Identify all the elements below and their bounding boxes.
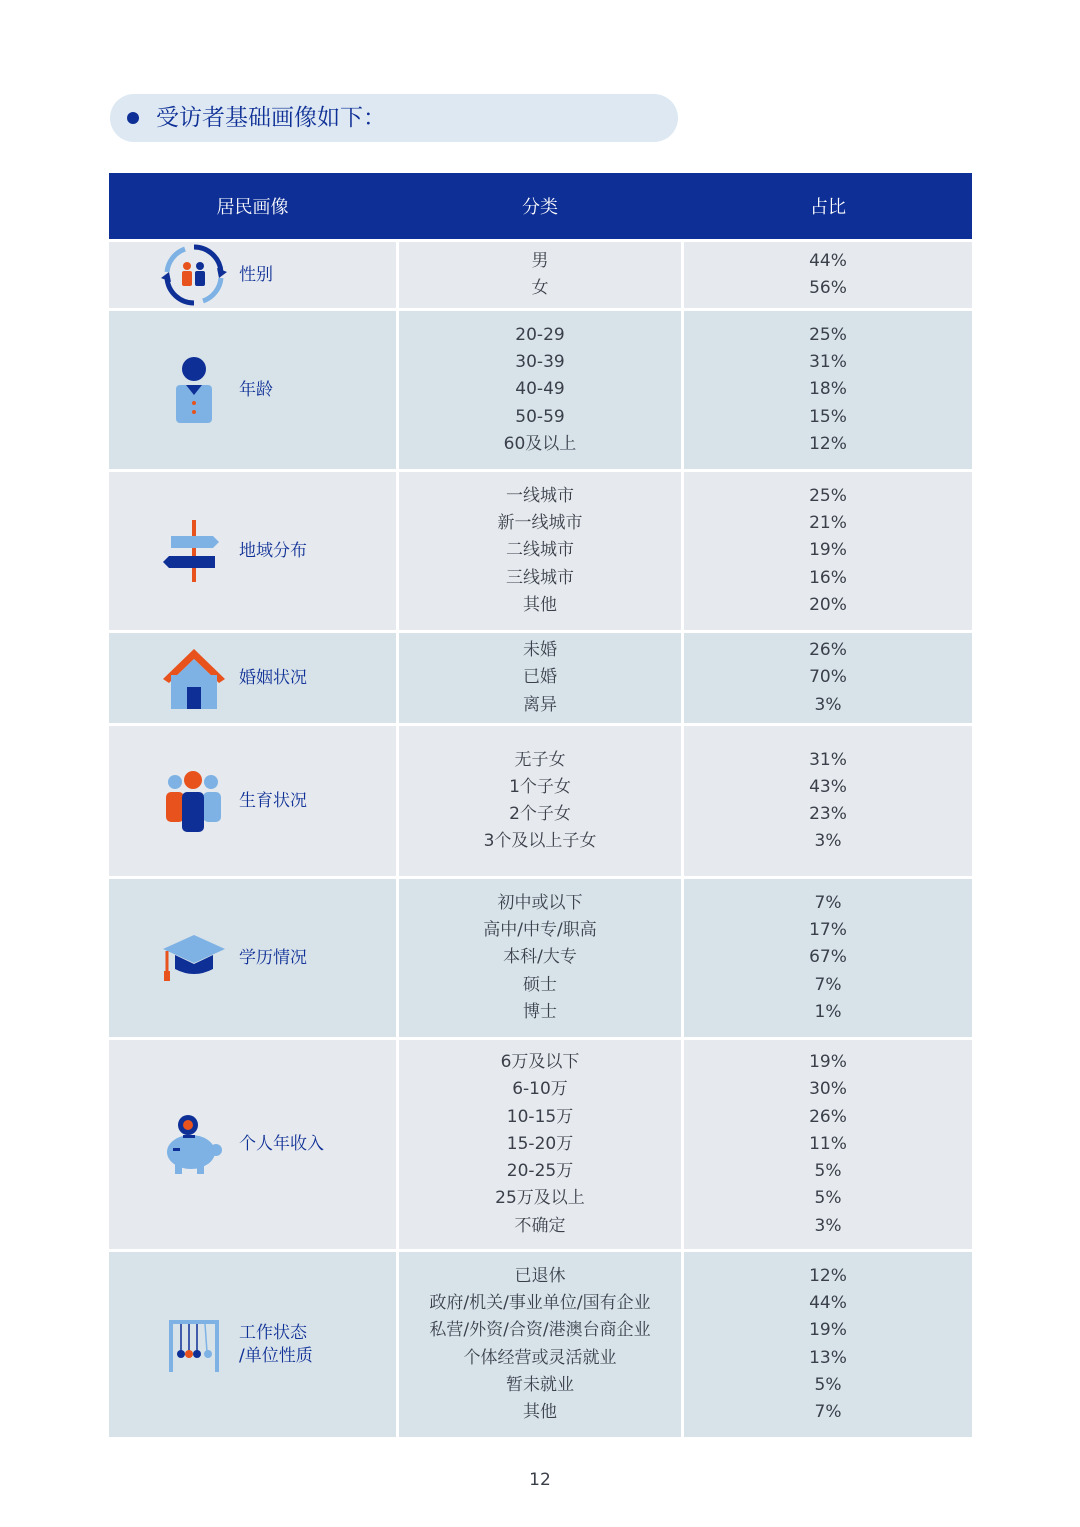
category-item: 3个及以上子女 (483, 831, 597, 852)
profile-label-line: 个人年收入 (239, 1134, 324, 1154)
category-item: 私营/外资/合资/港澳台商企业 (429, 1320, 651, 1341)
category-item: 高中/中专/职高 (483, 920, 597, 941)
person-icon (161, 357, 227, 423)
category-item: 30-39 (515, 352, 565, 373)
share-value: 25% (809, 324, 847, 345)
profile-label-line: 地域分布 (239, 540, 307, 561)
profile-cell (109, 879, 396, 1037)
category-item: 60及以上 (503, 433, 577, 454)
category-item: 不确定 (514, 1215, 566, 1236)
category-item: 已婚 (523, 667, 557, 688)
category-item: 政府/机关/事业单位/国有企业 (429, 1293, 651, 1314)
profile-label (239, 264, 273, 287)
share-value: 3% (814, 1215, 842, 1236)
category-cell (396, 1040, 684, 1249)
category-item: 离异 (523, 694, 557, 715)
share-value: 67% (809, 947, 847, 968)
category-item: 个体经营或灵活就业 (463, 1347, 617, 1368)
share-value: 7% (814, 1401, 842, 1422)
category-item: 二线城市 (506, 540, 574, 561)
share-value: 31% (809, 352, 847, 373)
category-item: 一线城市 (506, 485, 574, 506)
profile-cell (109, 1252, 396, 1437)
category-item: 10-15万 (506, 1106, 574, 1127)
category-item: 15-20万 (506, 1133, 574, 1154)
graduation-cap-icon (161, 925, 227, 991)
table-header (109, 173, 972, 242)
table-row (109, 242, 972, 311)
share-value: 15% (809, 406, 847, 427)
profile-cell (109, 242, 396, 308)
profile-label (239, 1322, 313, 1368)
share-value: 70% (809, 667, 847, 688)
category-cell (396, 311, 684, 469)
house-icon (161, 645, 227, 711)
category-item: 2个子女 (509, 804, 571, 824)
share-value: 43% (809, 776, 847, 797)
category-item: 已退休 (514, 1265, 566, 1286)
category-cell (396, 472, 684, 630)
profile-cell (109, 311, 396, 469)
share-cell (684, 1040, 972, 1249)
share-value: 7% (814, 892, 842, 913)
share-value: 12% (809, 433, 847, 454)
share-cell (684, 311, 972, 469)
section-heading (110, 94, 678, 142)
category-item: 40-49 (515, 379, 565, 400)
gender-cycle-icon (161, 242, 227, 308)
category-cell (396, 242, 684, 308)
category-cell (396, 1252, 684, 1437)
table-row (109, 1040, 972, 1252)
profile-label (239, 667, 307, 690)
family-icon (161, 768, 227, 834)
header-share: 占比 (810, 197, 846, 218)
share-value: 19% (809, 540, 847, 561)
share-value: 44% (809, 1293, 847, 1314)
share-value: 7% (814, 974, 842, 995)
share-value: 26% (809, 1106, 847, 1127)
profile-label-line: 性别 (239, 264, 273, 285)
share-value: 30% (809, 1079, 847, 1100)
category-item: 暂未就业 (506, 1374, 574, 1395)
share-cell (684, 879, 972, 1037)
header-profile: 居民画像 (216, 197, 289, 218)
category-item: 20-25万 (506, 1161, 574, 1182)
profile-cell (109, 726, 396, 876)
profile-label (239, 1133, 324, 1156)
share-value: 13% (809, 1347, 847, 1368)
profile-label-line: /单位性质 (239, 1345, 313, 1366)
share-value: 44% (809, 250, 847, 271)
table-row (109, 311, 972, 472)
share-value: 20% (809, 594, 847, 615)
table-row (109, 879, 972, 1040)
profile-cell (109, 472, 396, 630)
table-row (109, 726, 972, 879)
share-value: 3% (814, 694, 842, 715)
newtons-cradle-icon (161, 1312, 227, 1378)
table-row (109, 633, 972, 726)
share-value: 18% (809, 379, 847, 400)
table-row (109, 1252, 972, 1440)
table-body (109, 242, 972, 1440)
category-item: 硕士 (523, 974, 557, 995)
category-item: 50-59 (515, 406, 565, 427)
page-number: 12 (529, 1470, 551, 1490)
category-item: 25万及以上 (495, 1188, 585, 1209)
category-item: 女 (531, 278, 549, 298)
respondent-profile-table (109, 173, 972, 1440)
profile-label (239, 947, 307, 970)
category-item: 男 (531, 250, 549, 271)
category-item: 未婚 (523, 640, 557, 661)
share-value: 5% (814, 1188, 842, 1209)
profile-label-line: 学历情况 (239, 947, 307, 968)
profile-label (239, 379, 273, 402)
share-value: 25% (809, 485, 847, 506)
share-value: 12% (809, 1265, 847, 1286)
category-item: 其他 (523, 1401, 557, 1422)
category-item: 新一线城市 (497, 513, 583, 534)
share-cell (684, 472, 972, 630)
category-item: 20-29 (515, 324, 565, 345)
profile-label-line: 婚姻状况 (239, 667, 307, 688)
table-row (109, 472, 972, 633)
section-title: 受访者基础画像如下： (156, 105, 386, 131)
share-cell (684, 1252, 972, 1437)
profile-label (239, 540, 307, 563)
share-value: 23% (809, 804, 847, 824)
share-cell (684, 726, 972, 876)
share-value: 31% (809, 749, 847, 770)
profile-label (239, 790, 307, 813)
category-item: 6万及以下 (500, 1052, 580, 1073)
profile-label-line: 年龄 (239, 379, 273, 400)
share-value: 5% (814, 1374, 842, 1395)
share-value: 16% (809, 567, 847, 588)
header-category: 分类 (522, 197, 558, 218)
share-value: 5% (814, 1161, 842, 1182)
share-value: 3% (814, 831, 842, 852)
category-item: 本科/大专 (503, 947, 577, 968)
share-value: 21% (809, 513, 847, 534)
profile-label-line: 工作状态 (239, 1322, 307, 1343)
category-item: 无子女 (514, 749, 566, 770)
share-value: 56% (809, 278, 847, 298)
profile-label-line: 生育状况 (239, 790, 307, 811)
share-value: 1% (814, 1001, 842, 1022)
signpost-icon (161, 518, 227, 584)
category-item: 其他 (523, 594, 557, 615)
share-value: 17% (809, 920, 847, 941)
category-cell (396, 879, 684, 1037)
profile-cell (109, 633, 396, 723)
category-item: 博士 (523, 1001, 557, 1022)
share-value: 19% (809, 1052, 847, 1073)
bullet-dot (127, 112, 139, 124)
category-item: 6-10万 (512, 1079, 568, 1100)
share-value: 19% (809, 1320, 847, 1341)
profile-cell (109, 1040, 396, 1249)
category-item: 1个子女 (509, 776, 571, 797)
share-value: 11% (809, 1133, 847, 1154)
share-cell (684, 242, 972, 308)
category-item: 三线城市 (506, 567, 574, 588)
share-value: 26% (809, 640, 847, 661)
piggy-bank-icon (161, 1112, 227, 1178)
category-item: 初中或以下 (497, 892, 583, 913)
category-cell (396, 726, 684, 876)
category-cell (396, 633, 684, 723)
share-cell (684, 633, 972, 723)
